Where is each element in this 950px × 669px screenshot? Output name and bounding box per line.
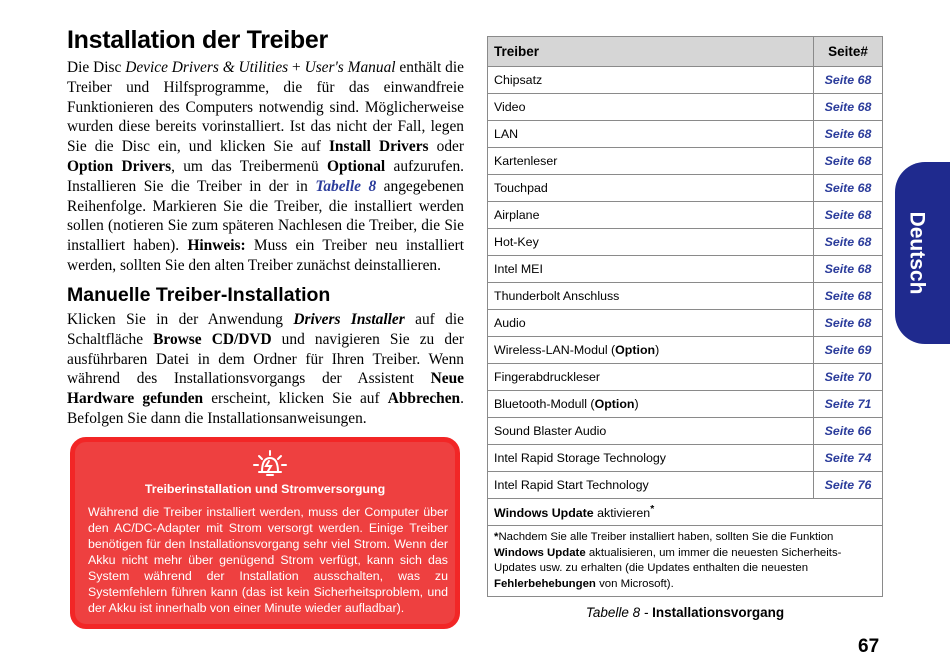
warning-box [70,437,460,629]
table-row [488,121,883,148]
page-link[interactable]: Seite 68 [814,67,883,94]
table-caption: Tabelle 8 - Installationsvorgang [585,605,785,620]
table-row [488,148,883,175]
table-row [488,337,883,364]
driver-name: Hot-Key [488,229,814,256]
table-row [488,94,883,121]
table-row [488,229,883,256]
driver-table [487,36,883,597]
column-header-page: Seite# [814,37,883,67]
page-link[interactable]: Seite 68 [814,94,883,121]
table-row [488,67,883,94]
driver-name: Touchpad [488,175,814,202]
page-link[interactable]: Seite 70 [814,364,883,391]
page-link[interactable]: Seite 68 [814,148,883,175]
page-link[interactable]: Seite 68 [814,256,883,283]
driver-name: Audio [488,310,814,337]
table-row [488,310,883,337]
page-link[interactable]: Seite 71 [814,391,883,418]
page-title: Installation der Treiber [67,26,328,54]
driver-name: Sound Blaster Audio [488,418,814,445]
driver-name: Intel Rapid Storage Technology [488,445,814,472]
driver-name: Bluetooth-Modull (Option) [488,391,814,418]
manual-paragraph: Klicken Sie in der Anwendung Drivers Installer auf die Schaltfläche Browse CD/DVD und navigieren Sie zu der ausführbaren Datei in dem Ordner für Ihren Treiber. Wenn während des Installationsvorgangs der Assistent Neue Hardware gefunden erscheint, klicken Sie auf Abbrechen. Befolgen Sie dann die Installationsanweisungen. [67,311,464,427]
page-link[interactable]: Seite 68 [814,283,883,310]
page-link[interactable]: Seite 68 [814,229,883,256]
page-link[interactable]: Seite 68 [814,310,883,337]
driver-name: Intel Rapid Start Technology [488,472,814,499]
footnote-row [488,526,883,597]
table-row [488,202,883,229]
section-heading: Manuelle Treiber-Installation [67,284,331,306]
language-tab-label: Deutsch [905,211,929,295]
driver-name: Thunderbolt Anschluss [488,283,814,310]
warning-title: Treiberinstallation und Stromversorgung [144,482,386,496]
driver-name: Chipsatz [488,67,814,94]
driver-name: Airplane [488,202,814,229]
driver-name: Wireless-LAN-Modul (Option) [488,337,814,364]
table-row [488,175,883,202]
footnote-text: *Nachdem Sie alle Treiber installiert haben, sollten Sie die Funktion Windows Update aktualisieren, um immer die neuesten Sicherheits-Updates usw. zu erhalten (die Updates enthalten die neuesten Fehlerbehebungen von Microsoft). [488,526,883,597]
table-row [488,445,883,472]
table-row [488,472,883,499]
page-link[interactable]: Seite 68 [814,202,883,229]
page-link[interactable]: Seite 76 [814,472,883,499]
page-link[interactable]: Seite 68 [814,175,883,202]
windows-update-row [488,499,883,526]
driver-name: Intel MEI [488,256,814,283]
table-row [488,418,883,445]
column-header-driver: Treiber [488,37,814,67]
page-link[interactable]: Seite 66 [814,418,883,445]
power-warning-icon [253,450,287,478]
warning-text: Während die Treiber installiert werden, muss der Computer über den AC/DC-Adapter mit Strom versorgt werden. Einige Treiber benötigen für den Installationsvorgang sehr viel Strom. Wenn der Akku nicht mehr über genügend Strom verfügt, kann sich das System während der Installation ausschalten, was zu Systemfehlern führen kann (das ist kein Sicherheitsproblem, und der Akku ist innerhalb von einer Minute wieder aufladbar). [88,505,448,615]
table-header-row [488,37,883,67]
intro-paragraph: Die Disc Device Drivers & Utilities + User's Manual enthält die Treiber und Hilfsprogramme, die für das einwandfreie Funktionieren des Computers notwendig sind. Möglicherweise wurden diese bereits vorinstalliert. Ist das nicht der Fall, legen Sie die Disc ein, und klicken Sie auf Install Drivers oder Option Drivers, um das Treibermenü Optional aufzurufen. Installieren Sie die Treiber in der in Tabelle 8 angegebenen Reihenfolge. Markieren Sie die Treiber, die installiert werden sollen (notieren Sie zum späteren Nachlesen die Treiber, die Sie installiert haben). Hinweis: Muss ein Treiber neu installiert werden, sollten Sie den alten Treiber zunächst deinstallieren. [67,59,465,274]
table-row [488,283,883,310]
table-row [488,256,883,283]
driver-name: Fingerabdruckleser [488,364,814,391]
page-link[interactable]: Seite 74 [814,445,883,472]
windows-update-cell: Windows Update aktivieren* [488,499,883,526]
table-reference-link[interactable]: Tabelle 8 [315,177,377,195]
page-number: 67 [858,636,880,657]
page-link[interactable]: Seite 69 [814,337,883,364]
driver-name: Video [488,94,814,121]
table-row [488,364,883,391]
driver-name: LAN [488,121,814,148]
table-row [488,391,883,418]
driver-name: Kartenleser [488,148,814,175]
page-link[interactable]: Seite 68 [814,121,883,148]
